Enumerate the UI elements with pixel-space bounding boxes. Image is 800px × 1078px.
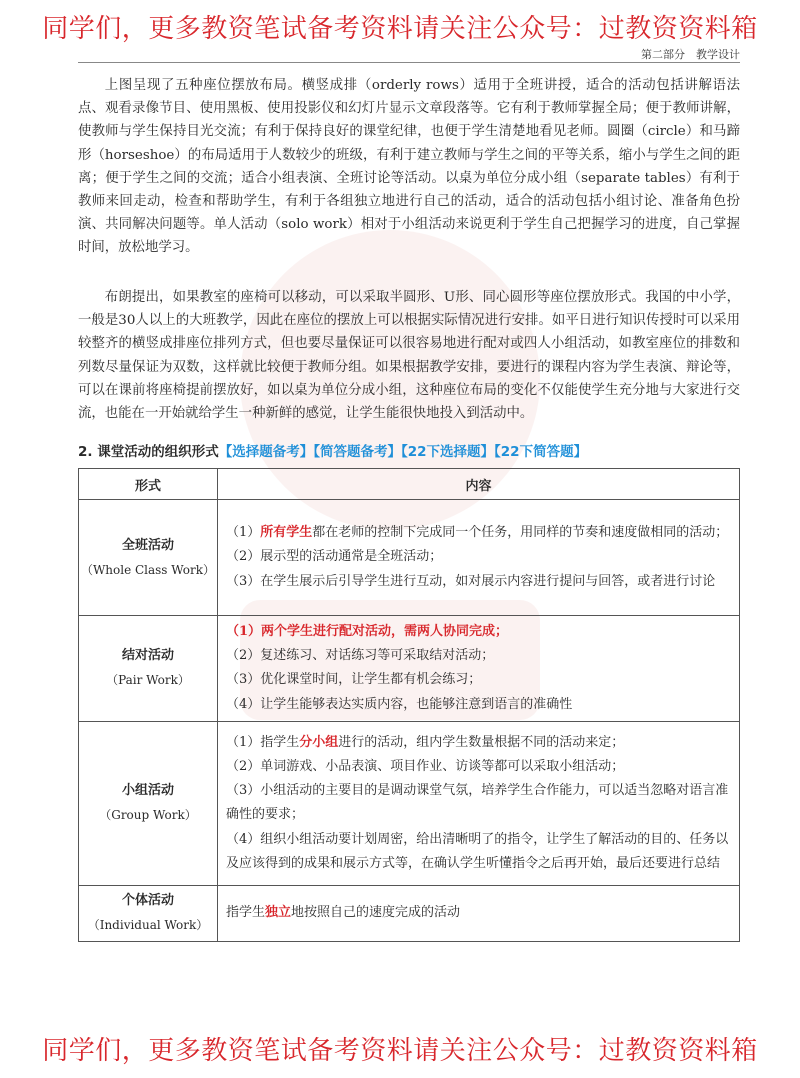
content-text: （3）在学生展示后引导学生进行互动，如对展示内容进行提问与回答，或者进行讨论 xyxy=(226,573,716,589)
content-text: （3）小组活动的主要目的是调动课堂气氛，培养学生合作能力，可以适当忽略对语言准确性的要求； xyxy=(226,783,729,823)
activity-form-cell xyxy=(79,885,218,941)
heading-tag: 【22下简答题】 xyxy=(494,444,588,460)
content-highlight: 分小组 xyxy=(299,734,339,750)
activity-content-cell xyxy=(218,885,740,941)
content-highlight: 所有学生 xyxy=(260,525,313,541)
activity-form-english: （Pair Work） xyxy=(106,673,190,688)
content-item xyxy=(226,901,731,925)
content-text: （2）展示型的活动通常是全班活动； xyxy=(226,549,443,565)
content-item xyxy=(226,570,731,594)
header-rule xyxy=(78,62,740,63)
content-item xyxy=(226,731,731,755)
content-text: （4）让学生能够表达实质内容，也能够注意到语言的准确性 xyxy=(226,696,573,712)
activity-form-english: （Individual Work） xyxy=(87,918,209,933)
content-text: （1）指学生 xyxy=(226,734,300,750)
activity-form-name: 小组活动 xyxy=(121,783,174,799)
activity-form-cell xyxy=(79,721,218,885)
section-heading xyxy=(78,440,587,460)
table-header-row xyxy=(79,469,740,500)
content-item xyxy=(226,755,731,779)
activity-forms-table xyxy=(78,468,740,942)
activity-content-cell xyxy=(218,721,740,885)
column-header-form: 形式 xyxy=(79,469,218,500)
content-text: 地按照自己的速度完成的活动 xyxy=(291,905,461,921)
content-item xyxy=(226,668,731,692)
heading-tag: 【选择题备考】 xyxy=(218,444,314,460)
activity-form-name: 全班活动 xyxy=(121,537,174,553)
content-item xyxy=(226,779,731,827)
content-text: （2）复述练习、对话练习等可采取结对活动； xyxy=(226,648,495,664)
content-highlight: （1）两个学生进行配对活动，需两人协同完成； xyxy=(226,624,509,639)
content-text: （1） xyxy=(226,525,261,541)
activity-form-name: 个体活动 xyxy=(121,893,174,909)
heading-tag: 【22下选择题】 xyxy=(400,444,495,460)
activity-form-english: （Group Work） xyxy=(99,808,197,823)
content-text: （3）优化课堂时间，让学生都有机会练习； xyxy=(226,672,482,688)
content-item xyxy=(226,521,731,545)
table-row xyxy=(79,721,740,885)
paragraph-seating-layouts: 上图呈现了五种座位摆放布局。横竖成排（orderly rows）适用于全班讲授，适合的活动包括讲解语法点、观看录像节目、使用黑板、使用投影仪和幻灯片显示文章段落等。它有利于教师掌握全局；便于教师讲解，使教师与学生保持目光交流；有利于保持良好的课堂纪律，也便于学生清楚地看见老师。圆圈（circle）和马蹄形（horseshoe）的布局适用于人数较少的班级，有利于建立教师与学生之间的平等关系，缩小与学生之间的距离；便于学生之间的交流；适合小组表演、全班讨论等活动。以桌为单位分成小组（separate tables）有利于教师来回走动，检查和帮助学生，有利于各组独立地进行自己的活动，适合的活动包括小组讨论、准备角色扮演、共同解决问题等。单人活动（solo work）相对于小组活动来说更利于学生自己把握学习的进度，自己掌握时间，放松地学习。 xyxy=(78,78,740,256)
activity-content-cell xyxy=(218,500,740,616)
content-item xyxy=(226,620,731,644)
activity-form-cell xyxy=(79,616,218,722)
table-row xyxy=(79,885,740,941)
activity-form-name: 结对活动 xyxy=(121,648,174,664)
content-item xyxy=(226,545,731,569)
content-item xyxy=(226,828,731,876)
content-text: 指学生 xyxy=(226,905,266,921)
column-header-content: 内容 xyxy=(218,469,740,500)
activity-content-cell xyxy=(218,616,740,722)
promo-banner-top: 同学们，更多教资笔试备考资料请关注公众号：过教资资料箱 xyxy=(42,14,758,44)
content-text: 进行的活动，组内学生数量根据不同的活动来定； xyxy=(338,734,625,750)
activity-form-cell xyxy=(79,500,218,616)
heading-tag: 【简答题备考】 xyxy=(313,444,401,460)
content-item xyxy=(226,693,731,717)
table-row xyxy=(79,616,740,722)
content-text: （2）单词游戏、小品表演、项目作业、访谈等都可以采取小组活动； xyxy=(226,758,625,774)
content-text: 都在老师的控制下完成同一个任务，用同样的节奏和速度做相同的活动； xyxy=(312,525,729,541)
section-label: 第二部分 教学设计 xyxy=(641,48,740,61)
promo-banner-bottom: 同学们，更多教资笔试备考资料请关注公众号：过教资资料箱 xyxy=(42,1036,758,1066)
paragraph-brown-advice: 布朗提出，如果教室的座椅可以移动，可以采取半圆形、U形、同心圆形等座位摆放形式。我国的中小学，一般是30人以上的大班教学，因此在座位的摆放上可以根据实际情况进行安排。如平日进行知识传授时可以采用较整齐的横竖成排座位排列方式，但也要尽量保证可以很容易地进行配对或四人小组活动，如教室座位的排数和列数尽量保证为双数，这样就比较便于教师分组。如果根据教学安排，要进行的课程内容为学生表演、辩论等，可以在课前将座椅提前摆放好，如以桌为单位分成小组，这种座位布局的变化不仅能使学生充分地与大家进行交流，也能在一开始就给学生一种新鲜的感觉，让学生能很快地投入到活动中。 xyxy=(78,290,740,422)
heading-title: 2. 课堂活动的组织形式 xyxy=(78,444,219,460)
content-highlight: 独立 xyxy=(265,905,292,921)
content-text: （4）组织小组活动要计划周密，给出清晰明了的指令，让学生了解活动的目的、任务以及应该得到的成果和展示方式等，在确认学生听懂指令之后再开始，最后还要进行总结 xyxy=(226,831,729,871)
table-row xyxy=(79,500,740,616)
content-item xyxy=(226,644,731,668)
table-body xyxy=(79,500,740,942)
activity-form-english: （Whole Class Work） xyxy=(80,562,216,577)
